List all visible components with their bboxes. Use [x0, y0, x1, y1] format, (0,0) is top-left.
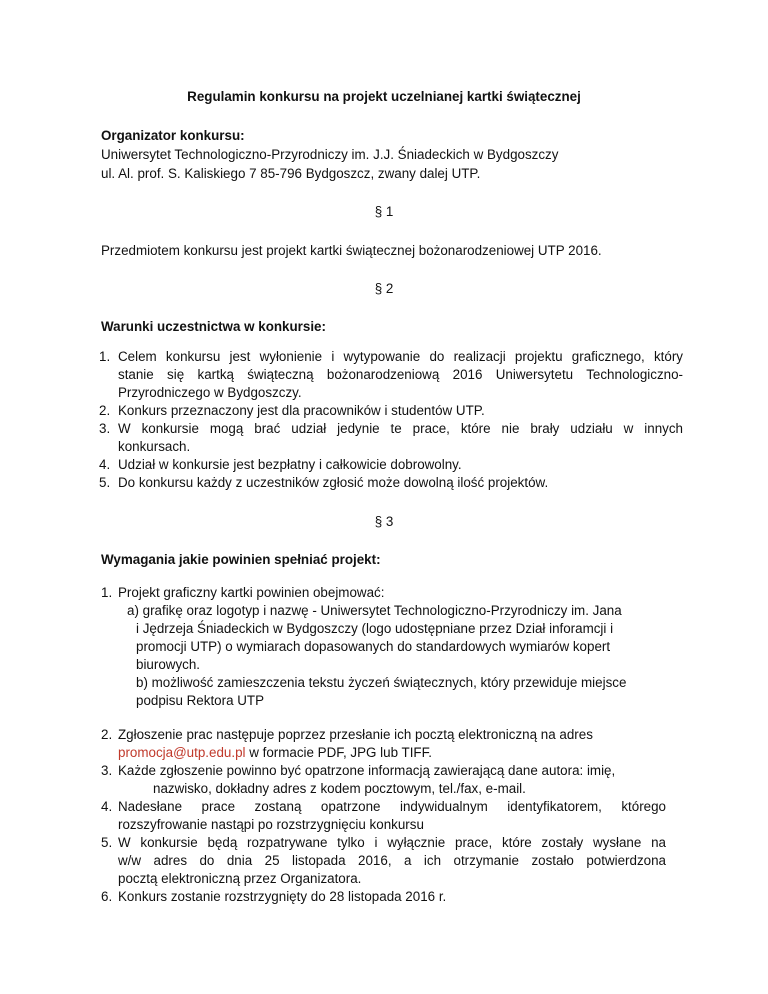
document-title: Regulamin konkursu na projekt uczelnianej kartki świątecznej	[187, 89, 581, 104]
s2-item-1-line-2: stanie się kartką świąteczną bożonarodzeniową 2016 Uniwersytetu Technologiczno-	[118, 367, 683, 382]
s3-item-2-line-1: Zgłoszenie prac następuje poprzez przesłanie ich pocztą elektroniczną na adres	[118, 727, 593, 742]
organizer-heading: Organizator konkursu:	[101, 128, 245, 143]
s2-item-1-number: 1.	[99, 349, 111, 364]
s2-item-2-number: 2.	[99, 403, 111, 418]
section-2-mark: § 2	[374, 281, 394, 296]
s3-item-4-line-2: rozszyfrowanie nastąpi po rozstrzygnięciu konkursu	[118, 817, 424, 832]
s3-item-2-line-2	[118, 744, 432, 762]
s3-item-5-line-3: pocztą elektroniczną przez Organizatora.	[118, 871, 362, 886]
s3-item-2-number: 2.	[101, 727, 113, 742]
s3-item-6-line-1: Konkurs zostanie rozstrzygnięty do 28 listopada 2016 r.	[118, 889, 447, 904]
organizer-line-1: Uniwersytet Technologiczno-Przyrodniczy im. J.J. Śniadeckich w Bydgoszczy	[101, 147, 559, 162]
s2-item-3-line-2: konkursach.	[118, 439, 191, 454]
section-1-text: Przedmiotem konkursu jest projekt kartki świątecznej bożonarodzeniowej UTP 2016.	[101, 243, 602, 258]
s3-item-5-number: 5.	[101, 835, 113, 850]
s3-item-1-b-line-2: podpisu Rektora UTP	[136, 693, 265, 708]
s2-item-1-line-1: Celem konkursu jest wyłonienie i wytypowanie do realizacji projektu graficznego, który	[118, 349, 683, 364]
s3-item-5-line-1: W konkursie będą rozpatrywane tylko i wyłącznie prace, które zostały wysłane na	[118, 835, 666, 850]
s3-item-1-text: Projekt graficzny kartki powinien obejmować:	[118, 585, 385, 600]
section-3-heading: Wymagania jakie powinien spełniać projekt:	[101, 552, 381, 567]
s3-item-2-line-2-rest: w formacie PDF, JPG lub TIFF.	[245, 745, 433, 760]
s3-item-6-number: 6.	[101, 889, 113, 904]
s2-item-3-number: 3.	[99, 421, 111, 436]
s3-item-1-b-line-1: b) możliwość zamieszczenia tekstu życzeń świątecznych, który przewiduje miejsce	[136, 675, 627, 690]
s3-item-3-number: 3.	[101, 763, 113, 778]
s3-item-1-a-line-1: a) grafikę oraz logotyp i nazwę - Uniwersytet Technologiczno-Przyrodniczy im. Jana	[127, 603, 622, 618]
s3-item-1-a-line-2: i Jędrzeja Śniadeckich w Bydgoszczy (logo udostępniane przez Dział inforamcji i	[136, 621, 614, 636]
s3-item-4-number: 4.	[101, 799, 113, 814]
s3-item-1-a-line-3: promocji UTP) o wymiarach dopasowanych do standardowych wymiarów kopert	[136, 639, 611, 654]
s3-item-3-line-2: nazwisko, dokładny adres z kodem pocztowym, tel./fax, e-mail.	[153, 781, 526, 796]
s2-item-5-line-1: Do konkursu każdy z uczestników zgłosić może dowolną ilość projektów.	[118, 475, 549, 490]
s3-item-1-a-line-4: biurowych.	[136, 657, 201, 672]
s2-item-2-line-1: Konkurs przeznaczony jest dla pracowników i studentów UTP.	[118, 403, 485, 418]
organizer-line-2: ul. Al. prof. S. Kaliskiego 7 85-796 Bydgoszcz, zwany dalej UTP.	[101, 166, 481, 181]
s3-item-1-number: 1.	[101, 585, 113, 600]
s2-item-5-number: 5.	[99, 475, 111, 490]
s2-item-4-line-1: Udział w konkursie jest bezpłatny i całkowicie dobrowolny.	[118, 457, 462, 472]
s2-item-3-line-1: W konkursie mogą brać udział jedynie te prace, które nie brały udziału w innych	[118, 421, 683, 436]
section-2-heading: Warunki uczestnictwa w konkursie:	[101, 319, 326, 334]
s2-item-1-line-3: Przyrodniczego w Bydgoszczy.	[118, 385, 302, 400]
s3-item-4-line-1: Nadesłane prace zostaną opatrzone indywidualnym identyfikatorem, którego	[118, 799, 666, 814]
s2-item-4-number: 4.	[99, 457, 111, 472]
s3-item-5-line-2: w/w adres do dnia 25 listopada 2016, a ich otrzymanie zostało potwierdzona	[118, 853, 666, 868]
section-3-mark: § 3	[374, 514, 394, 529]
s3-item-3-line-1: Każde zgłoszenie powinno być opatrzone informacją zawierającą dane autora: imię,	[118, 763, 616, 778]
email-link[interactable]: promocja@utp.edu.pl	[118, 745, 246, 760]
section-1-mark: § 1	[374, 204, 394, 219]
